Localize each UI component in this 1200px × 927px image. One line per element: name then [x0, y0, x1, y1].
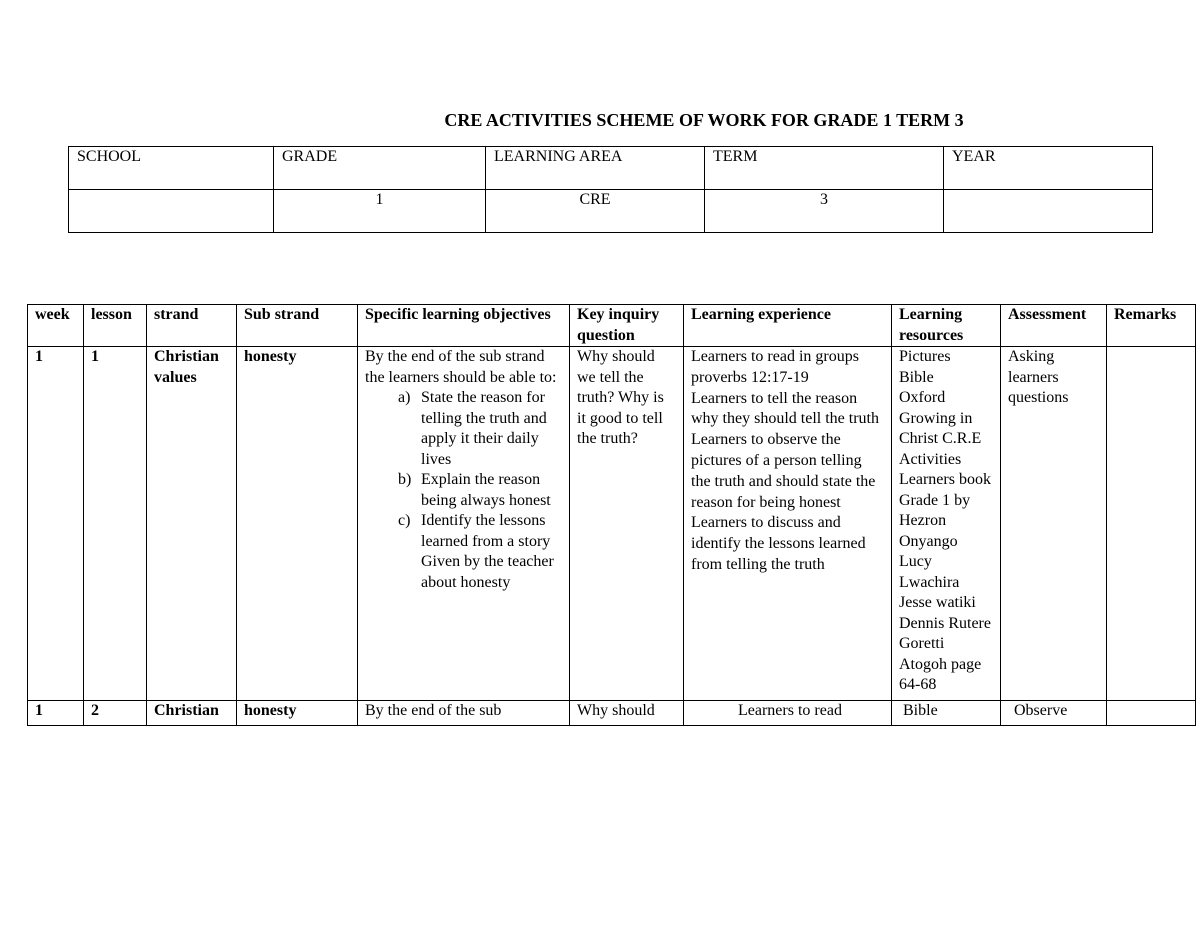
row-lesson: 2	[84, 700, 147, 726]
objective-item: c) Identify the lessons learned from a story Given by the teacher about honesty	[398, 512, 554, 591]
header-week: week	[28, 305, 84, 347]
page-title: CRE ACTIVITIES SCHEME OF WORK FOR GRADE 1 TERM 3	[444, 110, 964, 130]
table-row	[28, 347, 1196, 701]
info-header-school: SCHOOL	[69, 147, 274, 190]
resource-item: Bible	[899, 368, 934, 386]
experience-item: Learners to observe the pictures of a person telling the truth and should state the reason for being honest	[691, 431, 876, 511]
info-value-school	[69, 190, 274, 233]
objectives-intro: By the end of the sub strand the learners should be able to:	[365, 348, 557, 386]
info-header-year: YEAR	[944, 147, 1153, 190]
row-remarks	[1107, 347, 1196, 701]
row-week: 1	[28, 347, 84, 701]
info-value-term: 3	[705, 190, 944, 233]
info-header-row	[69, 147, 1153, 190]
header-learning-resources: Learning resources	[892, 305, 1001, 347]
info-value-learning-area: CRE	[486, 190, 705, 233]
objectives-list	[365, 388, 562, 593]
info-value-grade: 1	[274, 190, 486, 233]
row-objectives	[358, 347, 570, 701]
row-assessment: Observe	[1001, 700, 1107, 726]
header-lesson: lesson	[84, 305, 147, 347]
info-header-learning-area: LEARNING AREA	[486, 147, 705, 190]
resource-item: Oxford Growing in Christ C.R.E Activities Learners book Grade 1 by Hezron Onyango Lucy Lwachira Jesse watiki Dennis Rutere Goretti Atogoh page 64-68	[899, 389, 991, 693]
scheme-of-work-table	[27, 304, 1196, 726]
school-info-table	[68, 146, 1153, 233]
header-sub-strand: Sub strand	[237, 305, 358, 347]
row-learning-experience: Learners to read	[684, 700, 892, 726]
row-remarks	[1107, 700, 1196, 726]
header-strand: strand	[147, 305, 237, 347]
row-key-inquiry: Why should we tell the truth? Why is it good to tell the truth?	[570, 347, 684, 701]
row-strand: Christian values	[147, 347, 237, 701]
scheme-header-row	[28, 305, 1196, 347]
info-value-row	[69, 190, 1153, 233]
objective-item: b) Explain the reason being always honest	[398, 471, 551, 509]
row-learning-resources	[892, 347, 1001, 701]
row-sub-strand: honesty	[237, 347, 358, 701]
header-assessment: Assessment	[1001, 305, 1107, 347]
resource-item: Pictures	[899, 348, 951, 365]
row-assessment: Asking learners questions	[1001, 347, 1107, 701]
header-remarks: Remarks	[1107, 305, 1196, 347]
row-lesson: 1	[84, 347, 147, 701]
row-objectives: By the end of the sub	[358, 700, 570, 726]
info-header-grade: GRADE	[274, 147, 486, 190]
experience-item: Learners to discuss and identify the lessons learned from telling the truth	[691, 514, 866, 573]
row-learning-experience	[684, 347, 892, 701]
row-sub-strand: honesty	[237, 700, 358, 726]
row-key-inquiry: Why should	[570, 700, 684, 726]
row-learning-resources: Bible	[892, 700, 1001, 726]
header-learning-experience: Learning experience	[684, 305, 892, 347]
table-row	[28, 700, 1196, 726]
row-week: 1	[28, 700, 84, 726]
experience-item: Learners to tell the reason why they should tell the truth	[691, 389, 879, 428]
row-strand: Christian	[147, 700, 237, 726]
experience-item: Learners to read in groups proverbs 12:17-19	[691, 348, 859, 386]
info-header-term: TERM	[705, 147, 944, 190]
header-key-inquiry: Key inquiry question	[570, 305, 684, 347]
objective-item: a) State the reason for telling the truth and apply it their daily lives	[398, 389, 547, 468]
header-objectives: Specific learning objectives	[358, 305, 570, 347]
info-value-year	[944, 190, 1153, 233]
